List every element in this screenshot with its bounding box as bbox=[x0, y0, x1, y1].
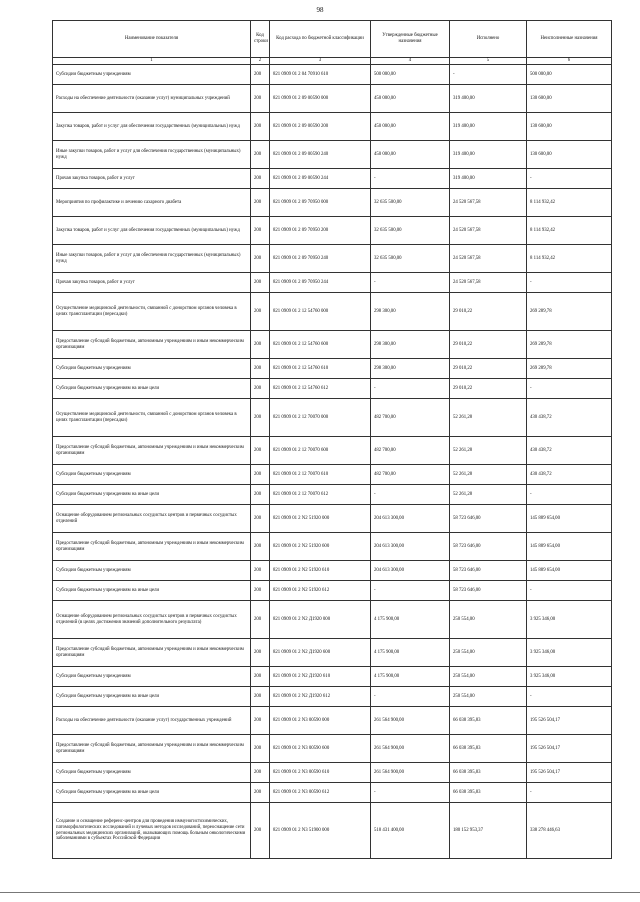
page-number: 98 bbox=[316, 6, 324, 14]
cell-executed: 319 400,00 bbox=[450, 113, 527, 141]
cell-expense-code: 821 0909 01 2 09 00590 240 bbox=[270, 141, 371, 169]
table-row bbox=[53, 783, 612, 803]
cell-name: Субсидии бюджетным учреждениям на иные цели bbox=[53, 379, 251, 399]
cell-expense-code: 821 0909 01 2 09 70950 244 bbox=[270, 273, 371, 293]
cell-name: Иные закупки товаров, работ и услуг для обеспечения государственных (муниципальных) нужд bbox=[53, 141, 251, 169]
column-number: 2 bbox=[251, 58, 270, 65]
cell-line-code: 200 bbox=[251, 601, 270, 639]
header-remaining: Неисполненные назначения bbox=[527, 21, 612, 58]
table-row bbox=[53, 273, 612, 293]
cell-remaining: - bbox=[527, 273, 612, 293]
cell-approved: 298 300,00 bbox=[371, 331, 450, 359]
cell-expense-code: 821 0909 01 2 N2 51920 610 bbox=[270, 561, 371, 581]
cell-executed: 24 520 567,58 bbox=[450, 245, 527, 273]
cell-line-code: 200 bbox=[251, 399, 270, 437]
table-row bbox=[53, 465, 612, 485]
cell-executed: 58 723 646,00 bbox=[450, 561, 527, 581]
column-number: 3 bbox=[270, 58, 371, 65]
cell-approved: - bbox=[371, 169, 450, 189]
cell-remaining: 195 526 504,17 bbox=[527, 707, 612, 735]
cell-name: Субсидии бюджетным учреждениям на иные цели bbox=[53, 485, 251, 505]
cell-name: Субсидии бюджетным учреждениям bbox=[53, 65, 251, 85]
table-row bbox=[53, 141, 612, 169]
cell-approved: 32 635 500,00 bbox=[371, 245, 450, 273]
cell-name: Прочая закупка товаров, работ и услуг bbox=[53, 169, 251, 189]
cell-remaining: 145 889 654,00 bbox=[527, 533, 612, 561]
cell-expense-code: 821 0909 01 2 12 70070 600 bbox=[270, 437, 371, 465]
cell-expense-code: 821 0909 01 2 N2 Д1920 610 bbox=[270, 667, 371, 687]
cell-approved: 204 613 300,00 bbox=[371, 505, 450, 533]
cell-expense-code: 821 0909 01 2 09 70950 200 bbox=[270, 217, 371, 245]
cell-expense-code: 821 0909 01 2 N2 Д1920 612 bbox=[270, 687, 371, 707]
cell-line-code: 200 bbox=[251, 707, 270, 735]
cell-line-code: 200 bbox=[251, 293, 270, 331]
cell-name: Создание и оснащение референс-центров для проведения иммуногистохимических, патоморфологических исследований и лучевых методов исследований, переоснащение сети региональных медицинских организаций, оказывающих помощь больным онкологическими заболеваниями в субъектах Российской Федерации bbox=[53, 803, 251, 859]
cell-remaining: - bbox=[527, 169, 612, 189]
cell-approved: 518 431 400,00 bbox=[371, 803, 450, 859]
cell-line-code: 200 bbox=[251, 763, 270, 783]
cell-line-code: 200 bbox=[251, 273, 270, 293]
cell-expense-code: 821 0909 01 2 N2 Д1920 600 bbox=[270, 639, 371, 667]
cell-executed: 24 520 567,58 bbox=[450, 189, 527, 217]
cell-expense-code: 821 0909 01 2 N2 51920 612 bbox=[270, 581, 371, 601]
budget-execution-table bbox=[52, 20, 612, 859]
table-row bbox=[53, 533, 612, 561]
header-executed: Исполнено bbox=[450, 21, 527, 58]
cell-approved: 482 700,00 bbox=[371, 437, 450, 465]
cell-remaining: - bbox=[527, 783, 612, 803]
cell-approved: 4 175 900,00 bbox=[371, 639, 450, 667]
cell-line-code: 200 bbox=[251, 581, 270, 601]
cell-executed: 66 038 395,83 bbox=[450, 763, 527, 783]
cell-remaining: 269 289,78 bbox=[527, 359, 612, 379]
cell-name: Субсидии бюджетным учреждениям bbox=[53, 763, 251, 783]
column-number: 6 bbox=[527, 58, 612, 65]
cell-expense-code: 821 0909 01 2 09 00590 244 bbox=[270, 169, 371, 189]
cell-expense-code: 821 0909 01 2 09 70950 240 bbox=[270, 245, 371, 273]
cell-expense-code: 821 0909 01 2 12 70070 000 bbox=[270, 399, 371, 437]
table-row bbox=[53, 359, 612, 379]
header-expense-code: Код расхода по бюджетной классификации bbox=[270, 21, 371, 58]
cell-line-code: 200 bbox=[251, 561, 270, 581]
cell-approved: 4 175 900,00 bbox=[371, 601, 450, 639]
table-row bbox=[53, 581, 612, 601]
cell-expense-code: 821 0909 01 2 04 70910 610 bbox=[270, 65, 371, 85]
table-row bbox=[53, 399, 612, 437]
cell-remaining: 8 114 932,42 bbox=[527, 189, 612, 217]
cell-executed: 180 152 953,37 bbox=[450, 803, 527, 859]
cell-approved: 450 000,00 bbox=[371, 85, 450, 113]
table-row bbox=[53, 667, 612, 687]
cell-line-code: 200 bbox=[251, 331, 270, 359]
column-number-row bbox=[53, 58, 612, 65]
cell-executed: 319 400,00 bbox=[450, 169, 527, 189]
cell-remaining: 269 289,78 bbox=[527, 331, 612, 359]
table-row bbox=[53, 189, 612, 217]
cell-executed: 58 723 646,00 bbox=[450, 505, 527, 533]
column-number: 1 bbox=[53, 58, 251, 65]
cell-executed: 29 010,22 bbox=[450, 293, 527, 331]
cell-name: Субсидии бюджетным учреждениям на иные цели bbox=[53, 783, 251, 803]
header-line-code: Код строки bbox=[251, 21, 270, 58]
cell-name: Субсидии бюджетным учреждениям bbox=[53, 667, 251, 687]
cell-remaining: 145 889 654,00 bbox=[527, 561, 612, 581]
cell-approved: 261 564 900,00 bbox=[371, 735, 450, 763]
table-row bbox=[53, 85, 612, 113]
cell-expense-code: 821 0909 01 2 N3 00590 612 bbox=[270, 783, 371, 803]
cell-remaining: 500 000,00 bbox=[527, 65, 612, 85]
cell-line-code: 200 bbox=[251, 113, 270, 141]
table-row bbox=[53, 735, 612, 763]
cell-executed: 52 261,28 bbox=[450, 465, 527, 485]
cell-name: Предоставление субсидий бюджетным, автономным учреждениям и иным некоммерческим организациям bbox=[53, 533, 251, 561]
cell-executed: 66 038 395,83 bbox=[450, 735, 527, 763]
cell-line-code: 200 bbox=[251, 465, 270, 485]
table-header-row bbox=[53, 21, 612, 58]
cell-approved: 32 635 500,00 bbox=[371, 217, 450, 245]
column-number: 5 bbox=[450, 58, 527, 65]
cell-remaining: 430 438,72 bbox=[527, 399, 612, 437]
cell-remaining: 145 889 654,00 bbox=[527, 505, 612, 533]
cell-approved: 450 000,00 bbox=[371, 113, 450, 141]
cell-expense-code: 821 0909 01 2 N3 51900 000 bbox=[270, 803, 371, 859]
cell-remaining: 130 600,00 bbox=[527, 85, 612, 113]
cell-remaining: 130 600,00 bbox=[527, 113, 612, 141]
cell-name: Оснащение оборудованием региональных сосудистых центров и первичных сосудистых отделений bbox=[53, 505, 251, 533]
cell-approved: 482 700,00 bbox=[371, 465, 450, 485]
cell-remaining: 430 438,72 bbox=[527, 437, 612, 465]
table-row bbox=[53, 65, 612, 85]
cell-executed: 29 010,22 bbox=[450, 359, 527, 379]
column-number: 4 bbox=[371, 58, 450, 65]
cell-line-code: 200 bbox=[251, 65, 270, 85]
cell-executed: 66 038 395,83 bbox=[450, 707, 527, 735]
cell-line-code: 200 bbox=[251, 687, 270, 707]
cell-approved: 261 564 900,00 bbox=[371, 707, 450, 735]
cell-line-code: 200 bbox=[251, 245, 270, 273]
cell-expense-code: 821 0909 01 2 12 54760 612 bbox=[270, 379, 371, 399]
cell-line-code: 200 bbox=[251, 379, 270, 399]
cell-approved: - bbox=[371, 485, 450, 505]
cell-approved: - bbox=[371, 581, 450, 601]
cell-executed: 29 010,22 bbox=[450, 379, 527, 399]
cell-remaining: - bbox=[527, 687, 612, 707]
cell-executed: 250 554,00 bbox=[450, 639, 527, 667]
table-row bbox=[53, 707, 612, 735]
table-row bbox=[53, 113, 612, 141]
cell-executed: - bbox=[450, 65, 527, 85]
table-row bbox=[53, 245, 612, 273]
header-indicator-name: Наименование показателя bbox=[53, 21, 251, 58]
table-row bbox=[53, 639, 612, 667]
cell-approved: 261 564 900,00 bbox=[371, 763, 450, 783]
table-row bbox=[53, 601, 612, 639]
cell-line-code: 200 bbox=[251, 803, 270, 859]
cell-remaining: 8 114 932,42 bbox=[527, 217, 612, 245]
cell-expense-code: 821 0909 01 2 N3 00590 610 bbox=[270, 763, 371, 783]
cell-expense-code: 821 0909 01 2 09 00590 000 bbox=[270, 85, 371, 113]
cell-executed: 58 723 646,00 bbox=[450, 581, 527, 601]
cell-remaining: 195 526 504,17 bbox=[527, 735, 612, 763]
cell-approved: - bbox=[371, 273, 450, 293]
cell-name: Осуществление медицинской деятельности, связанной с донорством органов человека в целях трансплантации (пересадки) bbox=[53, 293, 251, 331]
cell-executed: 29 010,22 bbox=[450, 331, 527, 359]
cell-approved: 298 300,00 bbox=[371, 293, 450, 331]
cell-executed: 24 520 567,58 bbox=[450, 217, 527, 245]
cell-executed: 319 400,00 bbox=[450, 141, 527, 169]
cell-line-code: 200 bbox=[251, 735, 270, 763]
table-row bbox=[53, 437, 612, 465]
cell-line-code: 200 bbox=[251, 359, 270, 379]
cell-line-code: 200 bbox=[251, 169, 270, 189]
cell-remaining: 338 278 446,63 bbox=[527, 803, 612, 859]
cell-expense-code: 821 0909 01 2 12 54760 000 bbox=[270, 293, 371, 331]
cell-executed: 319 400,00 bbox=[450, 85, 527, 113]
cell-approved: - bbox=[371, 379, 450, 399]
cell-line-code: 200 bbox=[251, 667, 270, 687]
table-row bbox=[53, 217, 612, 245]
cell-approved: 482 700,00 bbox=[371, 399, 450, 437]
cell-line-code: 200 bbox=[251, 505, 270, 533]
cell-remaining: 3 925 346,00 bbox=[527, 639, 612, 667]
cell-approved: 298 300,00 bbox=[371, 359, 450, 379]
cell-remaining: 269 289,78 bbox=[527, 293, 612, 331]
cell-line-code: 200 bbox=[251, 485, 270, 505]
cell-remaining: 8 114 932,42 bbox=[527, 245, 612, 273]
cell-name: Иные закупки товаров, работ и услуг для обеспечения государственных (муниципальных) нужд bbox=[53, 245, 251, 273]
cell-approved: 4 175 900,00 bbox=[371, 667, 450, 687]
cell-expense-code: 821 0909 01 2 N2 51920 000 bbox=[270, 505, 371, 533]
cell-line-code: 200 bbox=[251, 85, 270, 113]
table-row bbox=[53, 687, 612, 707]
cell-name: Мероприятия по профилактике и лечению сахарного диабета bbox=[53, 189, 251, 217]
header-approved: Утвержденные бюджетные назначения bbox=[371, 21, 450, 58]
cell-approved: 450 000,00 bbox=[371, 141, 450, 169]
cell-line-code: 200 bbox=[251, 639, 270, 667]
cell-name: Закупка товаров, работ и услуг для обеспечения государственных (муниципальных) нужд bbox=[53, 113, 251, 141]
cell-name: Оснащение оборудованием региональных сосудистых центров и первичных сосудистых отделений (в целях достижения значений дополнительного результата) bbox=[53, 601, 251, 639]
cell-name: Предоставление субсидий бюджетным, автономным учреждениям и иным некоммерческим организациям bbox=[53, 639, 251, 667]
cell-line-code: 200 bbox=[251, 533, 270, 561]
cell-executed: 52 261,28 bbox=[450, 485, 527, 505]
cell-name: Субсидии бюджетным учреждениям bbox=[53, 359, 251, 379]
table-row bbox=[53, 763, 612, 783]
cell-expense-code: 821 0909 01 2 N3 00590 000 bbox=[270, 707, 371, 735]
cell-name: Осуществление медицинской деятельности, связанной с донорством органов человека в целях трансплантации (пересадки) bbox=[53, 399, 251, 437]
cell-approved: - bbox=[371, 687, 450, 707]
cell-executed: 52 261,28 bbox=[450, 399, 527, 437]
cell-approved: 500 000,00 bbox=[371, 65, 450, 85]
cell-line-code: 200 bbox=[251, 437, 270, 465]
cell-remaining: 430 438,72 bbox=[527, 465, 612, 485]
cell-approved: 204 613 300,00 bbox=[371, 561, 450, 581]
cell-expense-code: 821 0909 01 2 09 00590 200 bbox=[270, 113, 371, 141]
table-row bbox=[53, 379, 612, 399]
table-row bbox=[53, 561, 612, 581]
cell-approved: - bbox=[371, 783, 450, 803]
cell-name: Расходы на обеспечение деятельности (оказание услуг) государственных учреждений bbox=[53, 707, 251, 735]
cell-expense-code: 821 0909 01 2 12 54760 610 bbox=[270, 359, 371, 379]
table-row bbox=[53, 485, 612, 505]
cell-line-code: 200 bbox=[251, 783, 270, 803]
cell-line-code: 200 bbox=[251, 189, 270, 217]
cell-expense-code: 821 0909 01 2 N2 51920 600 bbox=[270, 533, 371, 561]
cell-executed: 250 554,00 bbox=[450, 687, 527, 707]
cell-line-code: 200 bbox=[251, 141, 270, 169]
table-row bbox=[53, 505, 612, 533]
table-row bbox=[53, 293, 612, 331]
cell-name: Субсидии бюджетным учреждениям bbox=[53, 465, 251, 485]
cell-name: Субсидии бюджетным учреждениям bbox=[53, 561, 251, 581]
cell-remaining: 130 600,00 bbox=[527, 141, 612, 169]
cell-remaining: - bbox=[527, 379, 612, 399]
bottom-rule bbox=[0, 892, 640, 893]
cell-remaining: - bbox=[527, 485, 612, 505]
cell-expense-code: 821 0909 01 2 N2 Д1920 000 bbox=[270, 601, 371, 639]
cell-executed: 250 554,00 bbox=[450, 601, 527, 639]
cell-name: Предоставление субсидий бюджетным, автономным учреждениям и иным некоммерческим организациям bbox=[53, 735, 251, 763]
cell-name: Прочая закупка товаров, работ и услуг bbox=[53, 273, 251, 293]
cell-expense-code: 821 0909 01 2 12 54760 600 bbox=[270, 331, 371, 359]
cell-name: Предоставление субсидий бюджетным, автономным учреждениям и иным некоммерческим организациям bbox=[53, 437, 251, 465]
table-body bbox=[53, 65, 612, 859]
cell-expense-code: 821 0909 01 2 12 70070 612 bbox=[270, 485, 371, 505]
cell-executed: 24 520 567,58 bbox=[450, 273, 527, 293]
cell-remaining: 3 925 346,00 bbox=[527, 667, 612, 687]
cell-name: Предоставление субсидий бюджетным, автономным учреждениям и иным некоммерческим организациям bbox=[53, 331, 251, 359]
cell-name: Расходы на обеспечение деятельности (оказание услуг) муниципальных учреждений bbox=[53, 85, 251, 113]
cell-name: Субсидии бюджетным учреждениям на иные цели bbox=[53, 687, 251, 707]
cell-expense-code: 821 0909 01 2 N3 00590 600 bbox=[270, 735, 371, 763]
cell-name: Закупка товаров, работ и услуг для обеспечения государственных (муниципальных) нужд bbox=[53, 217, 251, 245]
cell-approved: 32 635 500,00 bbox=[371, 189, 450, 217]
table-row bbox=[53, 803, 612, 859]
cell-expense-code: 821 0909 01 2 09 70950 000 bbox=[270, 189, 371, 217]
cell-name: Субсидии бюджетным учреждениям на иные цели bbox=[53, 581, 251, 601]
cell-approved: 204 613 300,00 bbox=[371, 533, 450, 561]
cell-line-code: 200 bbox=[251, 217, 270, 245]
table-row bbox=[53, 331, 612, 359]
cell-executed: 58 723 646,00 bbox=[450, 533, 527, 561]
cell-remaining: - bbox=[527, 581, 612, 601]
cell-expense-code: 821 0909 01 2 12 70070 610 bbox=[270, 465, 371, 485]
cell-executed: 52 261,28 bbox=[450, 437, 527, 465]
cell-executed: 66 038 395,83 bbox=[450, 783, 527, 803]
table-row bbox=[53, 169, 612, 189]
cell-executed: 250 554,00 bbox=[450, 667, 527, 687]
cell-remaining: 195 526 504,17 bbox=[527, 763, 612, 783]
cell-remaining: 3 925 346,00 bbox=[527, 601, 612, 639]
